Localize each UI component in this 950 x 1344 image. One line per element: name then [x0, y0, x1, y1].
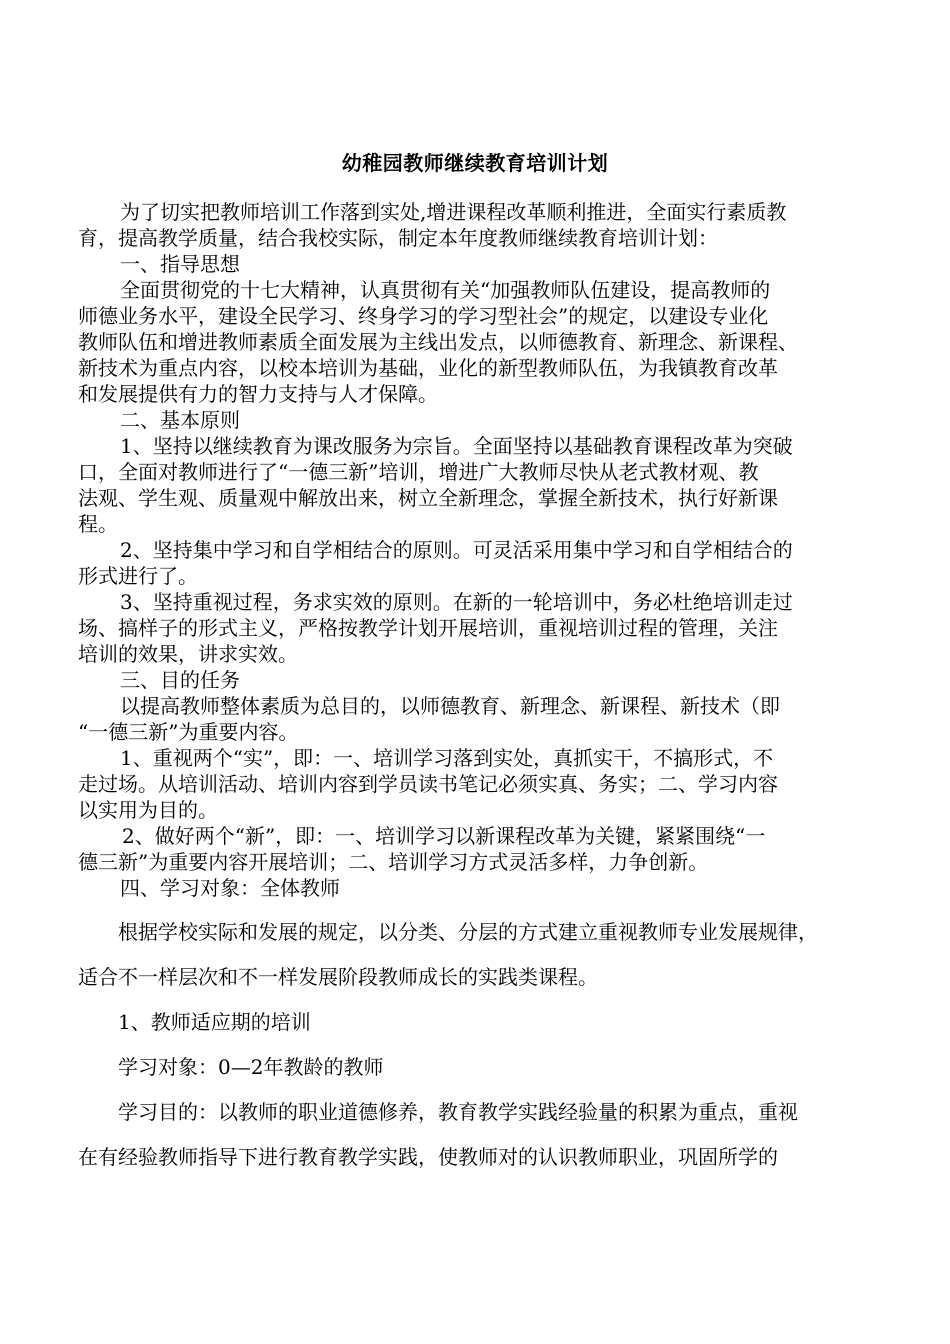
paragraph-line: 德三新”为重要内容开展培训；二、培训学习方式灵活多样，力争创新。	[78, 850, 709, 874]
paragraph-line: 适合不一样层次和不一样发展阶段教师成长的实践类课程。	[78, 965, 598, 989]
paragraph-line: 1、坚持以继续教育为课改服务为宗旨。全面坚持以基础教育课程改革为突破	[120, 434, 793, 458]
paragraph-line: 以实用为目的。	[78, 798, 218, 822]
section-heading: 三、目的任务	[120, 668, 240, 692]
paragraph-line: 1、重视两个“实”，即：一、培训学习落到实处，真抓实干，不搞形式，不	[120, 746, 774, 770]
paragraph-line: 3、坚持重视过程，务求实效的原则。在新的一轮培训中，务必杜绝培训走过	[120, 590, 793, 614]
paragraph-line: 场、搞样子的形式主义，严格按教学计划开展培训，重视培训过程的管理，关注	[78, 616, 778, 640]
paragraph-line: 培训的效果，讲求实效。	[78, 642, 298, 666]
paragraph-line: 学习目的：以教师的职业道德修养，教育教学实践经验量的积累为重点，重视	[118, 1100, 798, 1124]
paragraph-line: 新技术为重点内容，以校本培训为基础，业化的新型教师队伍，为我镇教育改革	[78, 356, 778, 380]
paragraph-line: 根据学校实际和发展的规定，以分类、分层的方式建立重视教师专业发展规律，	[118, 920, 818, 944]
document-title: 幼稚园教师继续教育培训计划	[341, 151, 609, 175]
paragraph-line: 学习对象：0—2年教龄的教师	[118, 1055, 384, 1079]
paragraph-line: 和发展提供有力的智力支持与人才保障。	[78, 382, 438, 406]
paragraph-line: 全面贯彻党的十七大精神，认真贯彻有关“加强教师队伍建设，提高教师的	[120, 278, 771, 302]
paragraph-line: 师德业务水平，建设全民学习、终身学习的学习型社会”的规定，以建设专业化	[78, 304, 769, 328]
paragraph-line: “一德三新”为重要内容。	[78, 720, 299, 744]
paragraph-line: 法观、学生观、质量观中解放出来，树立全新理念，掌握全新技术，执行好新课	[78, 486, 778, 510]
paragraph-line: 程。	[78, 512, 118, 536]
paragraph-line: 在有经验教师指导下进行教育教学实践，使教师对的认识教师职业，巩固所学的	[78, 1145, 778, 1169]
paragraph-line: 为了切实把教师培训工作落到实处,增进课程改革顺利推进，全面实行素质教	[120, 200, 787, 224]
subsection-heading: 1、教师适应期的培训	[118, 1010, 311, 1034]
paragraph-line: 教师队伍和增进教师素质全面发展为主线出发点，以师德教育、新理念、新课程、	[78, 330, 798, 354]
paragraph-line: 形式进行了。	[78, 564, 198, 588]
section-heading: 四、学习对象：全体教师	[120, 876, 340, 900]
paragraph-line: 口，全面对教师进行了“一德三新”培训，增进广大教师尽快从老式教材观、教	[78, 460, 759, 484]
paragraph-line: 育，提高教学质量，结合我校实际，制定本年度教师继续教育培训计划：	[78, 226, 718, 250]
section-heading: 二、基本原则	[120, 408, 240, 432]
paragraph-line: 以提高教师整体素质为总目的，以师德教育、新理念、新课程、新技术（即	[120, 694, 780, 718]
paragraph-line: 走过场。从培训活动、培训内容到学员读书笔记必须实真、务实；二、学习内容	[78, 772, 778, 796]
paragraph-line: 2、坚持集中学习和自学相结合的原则。可灵活采用集中学习和自学相结合的	[120, 538, 793, 562]
section-heading: 一、指导思想	[120, 252, 240, 276]
paragraph-line: 2、做好两个“新”，即：一、培训学习以新课程改革为关键，紧紧围绕“一	[122, 824, 766, 848]
